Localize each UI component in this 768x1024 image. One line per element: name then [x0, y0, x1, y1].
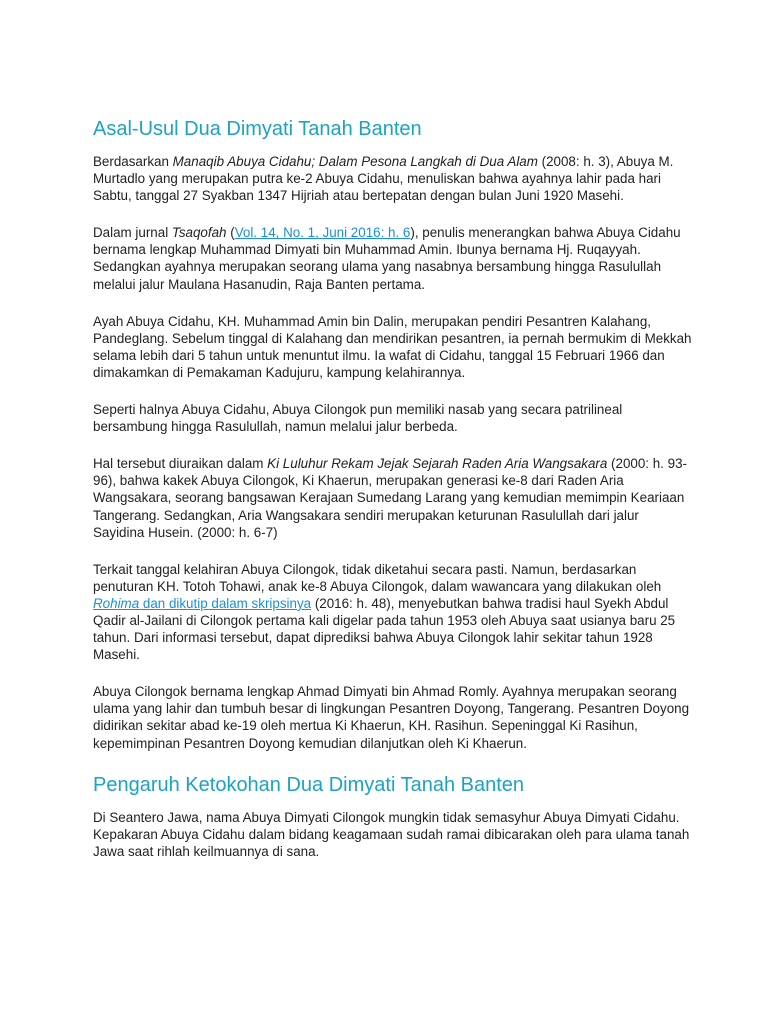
author-link-rohima[interactable]: Rohima — [93, 595, 140, 611]
paragraph-7: Abuya Cilongok bernama lengkap Ahmad Dimyati bin Ahmad Romly. Ayahnya merupakan seorang ulama yang lahir dan tumbuh besar di lingkungan Pesantren Doyong, Tangerang. Pesantren Doyong didirikan sekitar abad ke-19 oleh mertua Ki Khaerun, KH. Rasihun. Sepeninggal Ki Rasihun, kepemimpinan Pesantren Doyong kemudian dilanjutkan oleh Ki Khaerun. — [93, 684, 690, 751]
book-title-manaqib: Manaqib Abuya Cidahu; Dalam Pesona Langkah di Dua Alam — [172, 154, 538, 169]
paragraph-1-text-a: Berdasarkan — [93, 154, 173, 169]
journal-title-tsaqofah: Tsaqofah — [171, 225, 227, 241]
paragraph-1 — [93, 153, 693, 204]
thesis-citation-link[interactable]: dan dikutip dalam skripsinya — [139, 595, 312, 611]
paragraph-2 — [93, 224, 693, 292]
paragraph-4: Seperti halnya Abuya Cidahu, Abuya Cilongok pun memiliki nasab yang secara patrilineal bersambung hingga Rasulullah, namun melalui jalur berbeda. — [93, 402, 623, 435]
paragraph-2-text-a: Dalam jurnal — [93, 225, 172, 241]
journal-citation-link[interactable]: Vol. 14, No. 1, Juni 2016: h. 6 — [234, 225, 411, 241]
paragraph-5 — [93, 455, 693, 540]
article — [93, 116, 693, 880]
paragraph-2-text-b: ( — [226, 225, 235, 241]
paragraph-2-text-c: ), penulis menerangkan bahwa Abuya Cidahu bernama lengkap Muhammad Dimyati bin Muhammad Amin. Ibunya bernama Hj. Ruqayyah. Sedangkan ayahnya merupakan seorang ulama yang nasabnya bersambung hingga Rasulullah melalui jalur Maulana Hasanudin, Raja Banten pertama. — [93, 225, 681, 292]
paragraph-5-text-b: (2000: h. 93-96), bahwa kakek Abuya Cilongok, Ki Khaerun, merupakan generasi ke-8 dari Raden Aria Wangsakara, seorang bangsawan Kerajaan Sumedang Larang yang kemudian memimpin Keariaan Tangerang. Sedangkan, Aria Wangsakara sendiri merupakan keturunan Rasulullah dari jalur Sayidina Husein. (2000: h. 6-7) — [93, 456, 687, 540]
section-heading-influence: Pengaruh Ketokohan Dua Dimyati Tanah Banten — [93, 773, 525, 796]
paragraph-6 — [93, 561, 693, 664]
section-heading-origins: Asal-Usul Dua Dimyati Tanah Banten — [93, 118, 422, 140]
paragraph-1-text-b: (2008: h. 3), Abuya M. Murtadlo yang merupakan putra ke-2 Abuya Cidahu, menuliskan bahwa ayahnya lahir pada hari Sabtu, tanggal 27 Syakban 1347 Hijriah atau bertepatan dengan bulan Juni 1920 Masehi. — [93, 154, 674, 204]
paragraph-8: Di Seantero Jawa, nama Abuya Dimyati Cilongok mungkin tidak semasyhur Abuya Dimyati Cidahu. Kepakaran Abuya Cidahu dalam bidang keagamaan sudah ramai dibicarakan oleh para ulama tanah Jawa saat rihlah keilmuannya di sana. — [93, 809, 690, 859]
paragraph-6-text-a: Terkait tanggal kelahiran Abuya Cilongok, tidak diketahui secara pasti. Namun, berdasarkan penuturan KH. Totoh Tohawi, anak ke-8 Abuya Cilongok, dalam wawancara yang dilakukan oleh — [93, 561, 662, 594]
paragraph-3: Ayah Abuya Cidahu, KH. Muhammad Amin bin Dalin, merupakan pendiri Pesantren Kalahang, Pandeglang. Sebelum tinggal di Kalahang dan mendirikan pesantren, ia pernah bermukim di Mekkah selama lebih dari 5 tahun untuk menuntut ilmu. Ia wafat di Cidahu, tanggal 15 Februari 1966 dan dimakamkan di Pemakaman Kadujuru, kampung kelahirannya. — [93, 313, 692, 380]
paragraph-5-text-a: Hal tersebut diuraikan dalam — [93, 456, 268, 472]
paragraph-6-text-b: (2016: h. 48), menyebutkan bahwa tradisi haul Syekh Abdul Qadir al-Jailani di Cilongok pertama kali digelar pada tahun 1953 oleh Abuya saat usianya baru 25 tahun. Dari informasi tersebut, dapat diprediksi bahwa Abuya Cilongok lahir sekitar tahun 1928 Masehi. — [93, 595, 676, 663]
book-title-ki-luluhur: Ki Luluhur Rekam Jejak Sejarah Raden Aria Wangsakara — [267, 456, 608, 472]
